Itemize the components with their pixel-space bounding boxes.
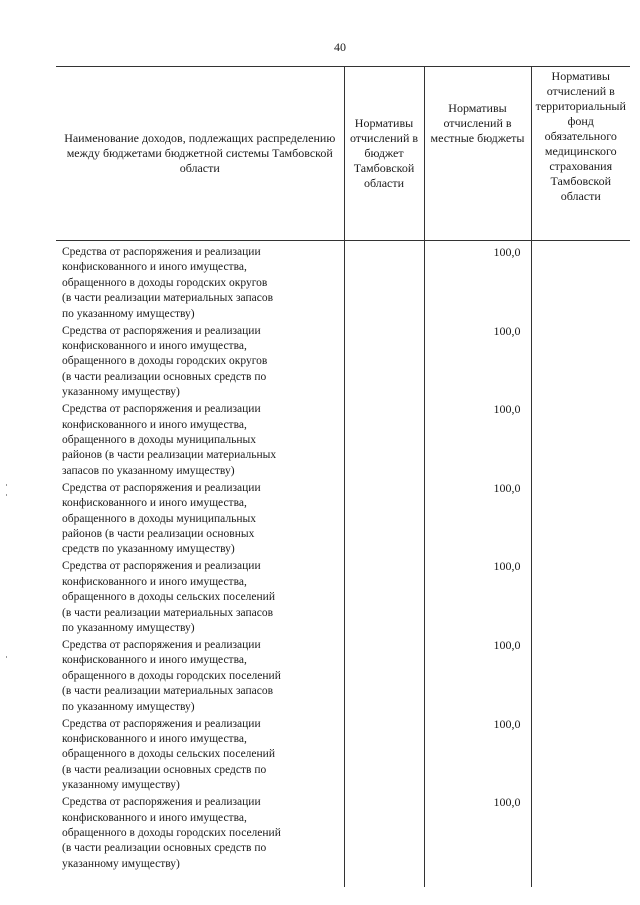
local-cell: [424, 559, 531, 638]
fund-cell: [531, 717, 630, 796]
local-value: 100,0: [493, 795, 521, 810]
local-value: 100,0: [493, 559, 521, 574]
scan-mark: [6, 484, 7, 486]
row-name-cell: [56, 241, 344, 324]
local-value: 100,0: [493, 480, 521, 495]
local-cell: [424, 481, 531, 560]
local-cell: [424, 241, 531, 324]
row-name: Средства от распоряжения и реализации конфискованного и иного имущества, обращенного в доходы городских поселений (в части реализации основных средств по указанному имуществу): [62, 796, 281, 870]
header-revenue-name: Наименование доходов, подлежащих распределению между бюджетами бюджетной системы Тамбовской области: [56, 67, 344, 241]
header-medical-insurance-fund: Нормативы отчислений в территориальный фонд обязательного медицинского страхования Тамбовской области: [531, 67, 630, 241]
regional-cell: [344, 481, 424, 560]
row-name: Средства от распоряжения и реализации конфискованного и иного имущества, обращенного в доходы городских округов (в части реализации основных средств по указанному имуществу): [62, 324, 268, 399]
local-cell: [424, 717, 531, 796]
table-row: [56, 559, 630, 638]
fund-cell: [531, 324, 630, 403]
header-local-budgets: Нормативы отчислений в местные бюджеты: [424, 67, 531, 241]
fund-cell: [531, 559, 630, 638]
row-name: Средства от распоряжения и реализации конфискованного и иного имущества, обращенного в доходы городских округов (в части реализации материальных запасов по указанному имуществу): [62, 246, 274, 320]
local-cell: [424, 402, 531, 481]
local-value: 100,0: [493, 245, 521, 259]
fund-cell: [531, 241, 630, 324]
local-cell: [424, 638, 531, 717]
local-value: 100,0: [493, 323, 521, 338]
table-row: [56, 717, 630, 796]
local-value: 100,0: [493, 637, 521, 652]
row-name-cell: [56, 559, 344, 638]
row-name: Средства от распоряжения и реализации конфискованного и иного имущества, обращенного в доходы сельских поселений (в части реализации материальных запасов по указанному имуществу): [62, 560, 275, 634]
local-cell: [424, 324, 531, 403]
local-cell: [424, 795, 531, 887]
row-name: Средства от распоряжения и реализации конфискованного и иного имущества, обращенного в доходы муниципальных районов (в части реализации основных средств по указанному имуществу): [62, 481, 261, 556]
fund-cell: [531, 795, 630, 887]
row-name-cell: [56, 481, 344, 560]
table-header-row: [56, 67, 630, 241]
regional-cell: [344, 638, 424, 717]
regional-cell: [344, 241, 424, 324]
row-name-cell: [56, 638, 344, 717]
fund-cell: [531, 638, 630, 717]
local-value: 100,0: [493, 716, 521, 731]
table-row: [56, 402, 630, 481]
revenue-distribution-table: [56, 66, 630, 887]
header-regional-budget: Нормативы отчислений в бюджет Тамбовской области: [344, 67, 424, 241]
row-name-cell: [56, 402, 344, 481]
table-row: [56, 324, 630, 403]
row-name: Средства от распоряжения и реализации конфискованного и иного имущества, обращенного в доходы муниципальных районов (в части реализации материальных запасов по указанному имуществу): [62, 403, 277, 477]
row-name: Средства от распоряжения и реализации конфискованного и иного имущества, обращенного в доходы сельских поселений (в части реализации основных средств по указанному имуществу): [62, 717, 275, 792]
table-row: [56, 795, 630, 887]
table-row: [56, 481, 630, 560]
page-number: 40: [334, 40, 346, 54]
table-row: [56, 241, 630, 324]
row-name: Средства от распоряжения и реализации конфискованного и иного имущества, обращенного в доходы городских поселений (в части реализации материальных запасов по указанному имуществу): [62, 638, 281, 713]
regional-cell: [344, 324, 424, 403]
scan-mark: [6, 656, 7, 658]
row-name-cell: [56, 717, 344, 796]
fund-cell: [531, 481, 630, 560]
row-name-cell: [56, 795, 344, 887]
scan-mark: [6, 494, 7, 496]
regional-cell: [344, 559, 424, 638]
regional-cell: [344, 402, 424, 481]
regional-cell: [344, 795, 424, 887]
table-row: [56, 638, 630, 717]
fund-cell: [531, 402, 630, 481]
row-name-cell: [56, 324, 344, 403]
regional-cell: [344, 717, 424, 796]
local-value: 100,0: [493, 402, 521, 417]
